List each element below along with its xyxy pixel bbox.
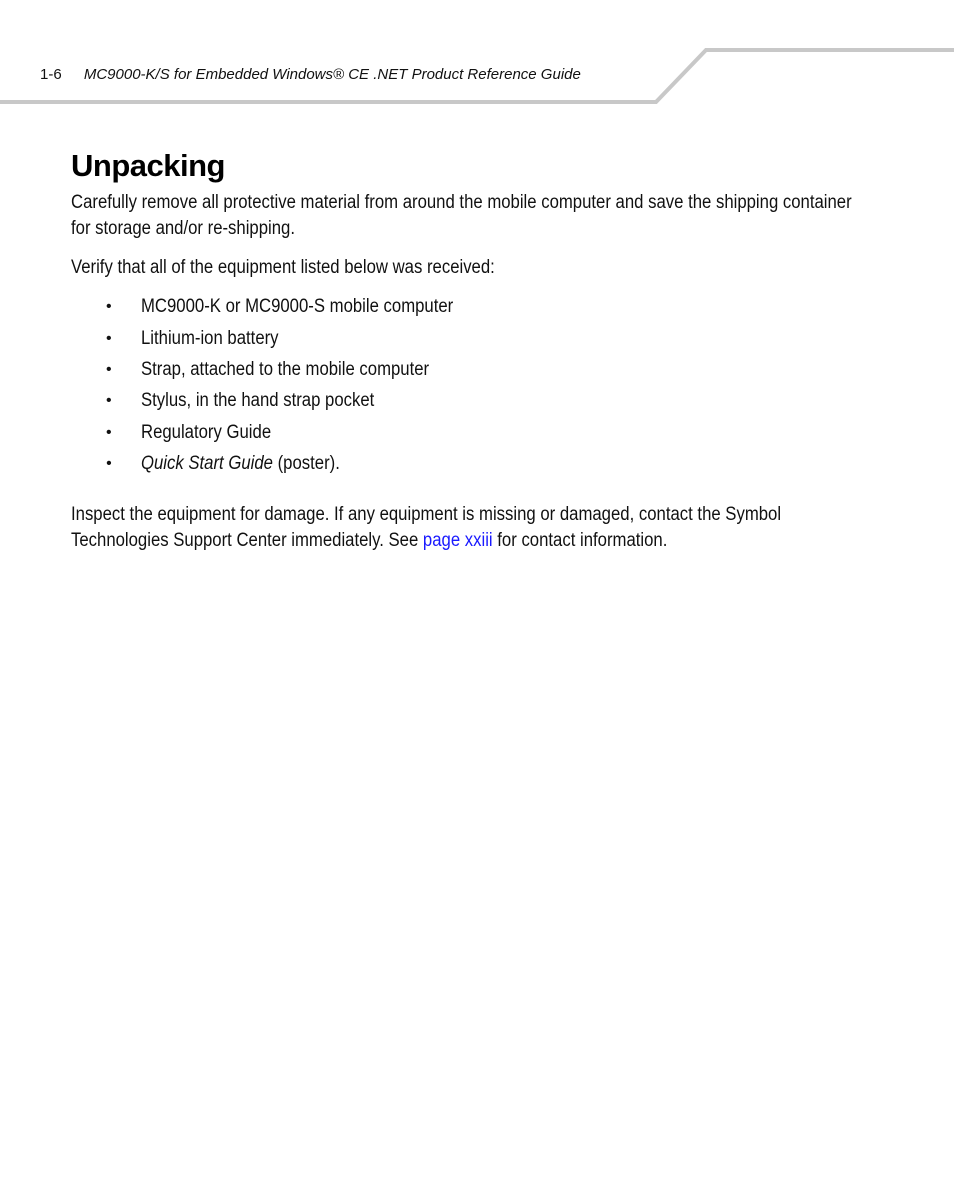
list-item-text: Lithium-ion battery [141, 328, 279, 349]
header-rule [0, 0, 954, 110]
inspect-text-before: Inspect the equipment for damage. If any equipment is missing or damaged, contact the Symbol Technologies Support Center immediately. See [71, 504, 782, 551]
bullet-icon: • [106, 298, 112, 315]
list-item-text: Stylus, in the hand strap pocket [141, 390, 375, 411]
section-title: Unpacking [71, 148, 225, 183]
list-item-text: Strap, attached to the mobile computer [141, 359, 430, 380]
running-header [40, 66, 581, 83]
bullet-icon: • [106, 455, 112, 472]
list-item-text: Regulatory Guide [141, 422, 272, 443]
intro-paragraph: Carefully remove all protective material from around the mobile computer and save the shipping container for storage and/or re-shipping. [71, 192, 852, 239]
verify-paragraph: Verify that all of the equipment listed below was received: [71, 257, 495, 278]
guide-title: MC9000-K/S for Embedded Windows® CE .NET Product Reference Guide [83, 66, 581, 83]
bullet-icon: • [106, 330, 112, 347]
bullet-icon: • [106, 424, 112, 441]
inspect-text-after: for contact information. [492, 530, 668, 551]
list-item-text [141, 451, 340, 477]
list-item-text: MC9000-K or MC9000-S mobile computer [141, 296, 454, 317]
inspect-paragraph [71, 502, 863, 554]
quick-start-guide-title: Quick Start Guide [141, 453, 273, 474]
poster-suffix: (poster). [272, 453, 340, 474]
page-number: 1-6 [40, 66, 62, 83]
bullet-icon: • [106, 361, 112, 378]
bullet-icon: • [106, 392, 112, 409]
page-reference-link[interactable]: page xxiii [422, 530, 493, 551]
